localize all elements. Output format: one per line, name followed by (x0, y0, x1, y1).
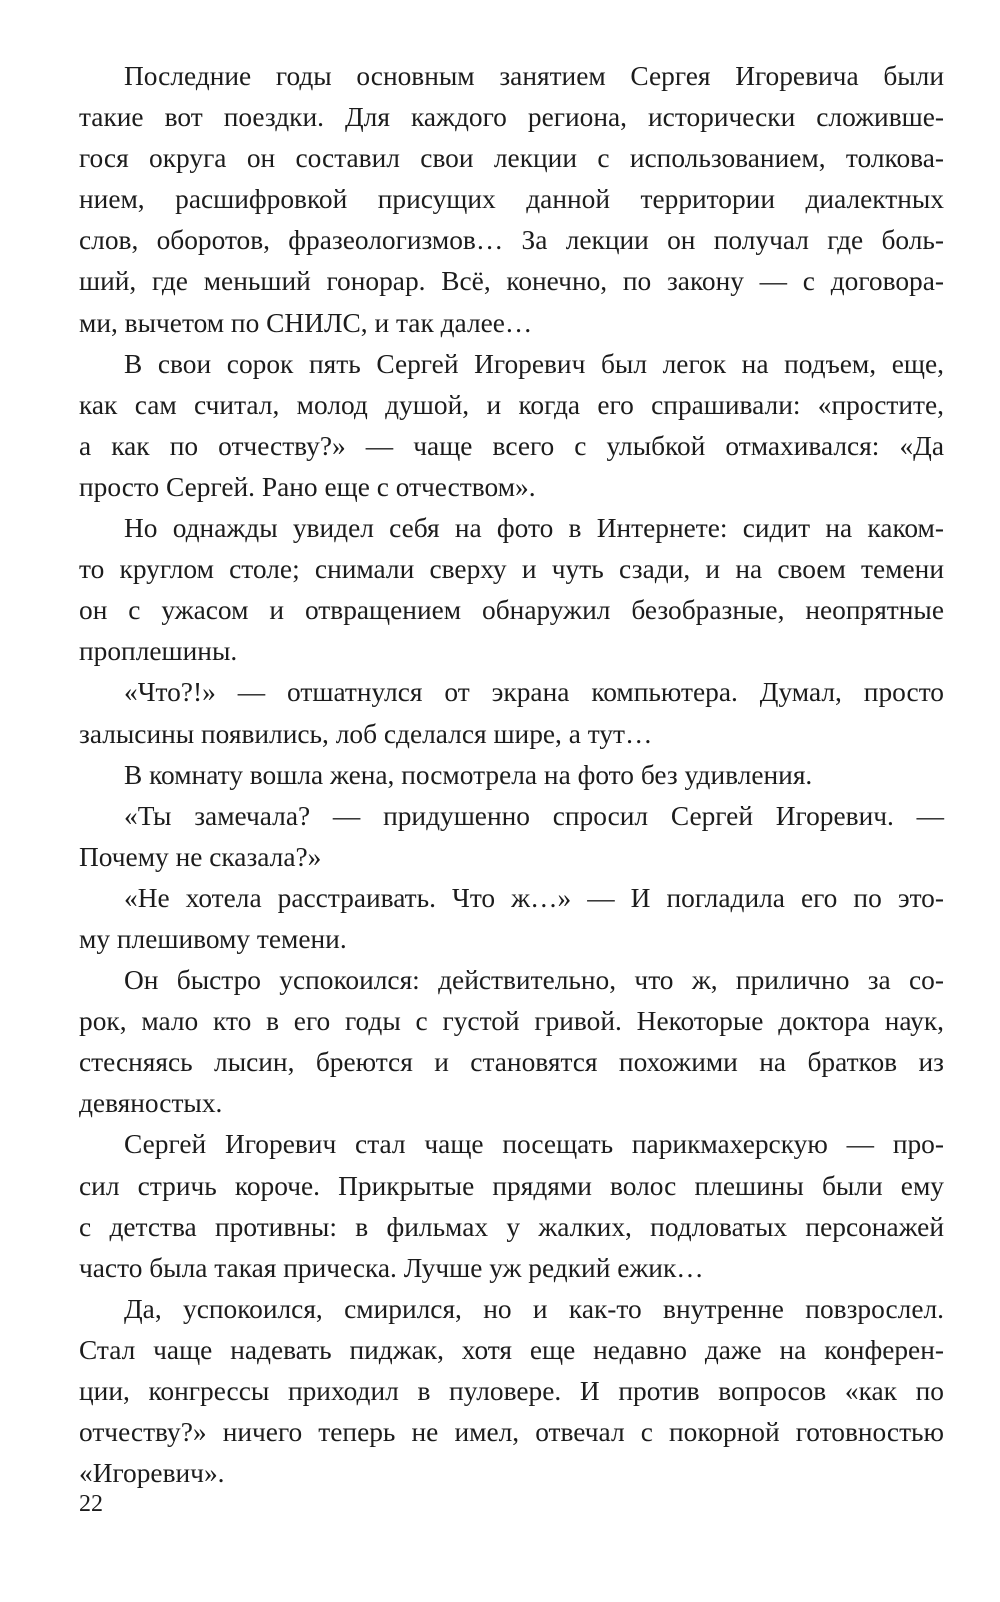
text-line: «Что?!» — отшатнулся от экрана компьютера. Думал, просто (124, 677, 944, 708)
text-line: нием, расшифровкой присущих данной территории диалектных (79, 184, 944, 215)
text-line: просто Сергей. Рано еще с отчеством». (79, 471, 536, 502)
paragraph (79, 508, 944, 672)
paragraph (79, 672, 944, 754)
text-line: отчеству?» ничего теперь не имел, отвечал с покорной готовностью (79, 1417, 944, 1448)
text-line: девяностых. (79, 1088, 223, 1119)
text-line: Он быстро успокоился: действительно, что ж, прилично за со- (124, 965, 944, 996)
text-line: такие вот поездки. Для каждого региона, исторически сложивше- (79, 102, 944, 133)
text-line: В комнату вошла жена, посмотрела на фото без удивления. (124, 759, 813, 790)
page-number: 22 (79, 1491, 103, 1517)
paragraph (79, 755, 944, 796)
text-line: ми, вычетом по СНИЛС, и так далее… (79, 307, 533, 338)
paragraph (79, 1124, 944, 1288)
text-line: проплешины. (79, 636, 238, 667)
text-line: му плешивому темени. (79, 923, 347, 954)
text-line: Последние годы основным занятием Сергея Игоревича были (124, 61, 944, 91)
text-line: слов, оборотов, фразеологизмов… За лекции он получал где боль- (79, 225, 944, 256)
paragraph (79, 1289, 944, 1494)
text-line: ший, где меньший гонорар. Всё, конечно, по закону — с договора- (79, 266, 944, 297)
paragraph (79, 878, 944, 960)
text-line: он с ужасом и отвращением обнаружил безобразные, неопрятные (79, 595, 944, 626)
text-line: гося округа он составил свои лекции с использованием, толкова- (79, 143, 944, 174)
text-line: ции, конгрессы приходил в пуловере. И против вопросов «как по (79, 1376, 944, 1406)
text-line: Но однажды увидел себя на фото в Интернете: сидит на каком- (124, 513, 944, 544)
paragraph (79, 796, 944, 878)
text-line: залысины появились, лоб сделался шире, а тут… (79, 718, 653, 749)
paragraph (79, 344, 944, 508)
text-line: Сергей Игоревич стал чаще посещать парикмахерскую — про- (124, 1129, 944, 1160)
text-line: с детства противны: в фильмах у жалких, подловатых персонажей (79, 1211, 944, 1242)
text-line: сил стричь короче. Прикрытые прядями волос плешины были ему (79, 1170, 944, 1201)
text-line: «Не хотела расстраивать. Что ж…» — И погладила его по это- (124, 882, 944, 913)
text-line: «Ты замечала? — придушенно спросил Сергей Игоревич. — (124, 800, 944, 831)
text-line: Стал чаще надевать пиджак, хотя еще недавно даже на конферен- (79, 1334, 944, 1365)
paragraph (79, 960, 944, 1124)
text-line: рок, мало кто в его годы с густой гривой. Некоторые доктора наук, (79, 1006, 944, 1037)
text-line: то круглом столе; снимали сверху и чуть сзади, и на своем темени (79, 554, 944, 585)
text-line: часто была такая прическа. Лучше уж редкий ежик… (79, 1252, 704, 1283)
text-line: а как по отчеству?» — чаще всего с улыбкой отмахивался: «Да (79, 430, 944, 461)
text-line: Почему не сказала?» (79, 841, 322, 872)
text-line: стесняясь лысин, бреются и становятся похожими на братков из (79, 1047, 944, 1078)
text-line: Да, успокоился, смирился, но и как-то внутренне повзрослел. (124, 1293, 944, 1324)
text-line: как сам считал, молод душой, и когда его спрашивали: «простите, (79, 389, 944, 420)
paragraph (79, 56, 944, 344)
page-text (79, 56, 944, 1494)
text-line: В свои сорок пять Сергей Игоревич был легок на подъем, еще, (124, 348, 944, 379)
text-line: «Игоревич». (79, 1458, 225, 1489)
